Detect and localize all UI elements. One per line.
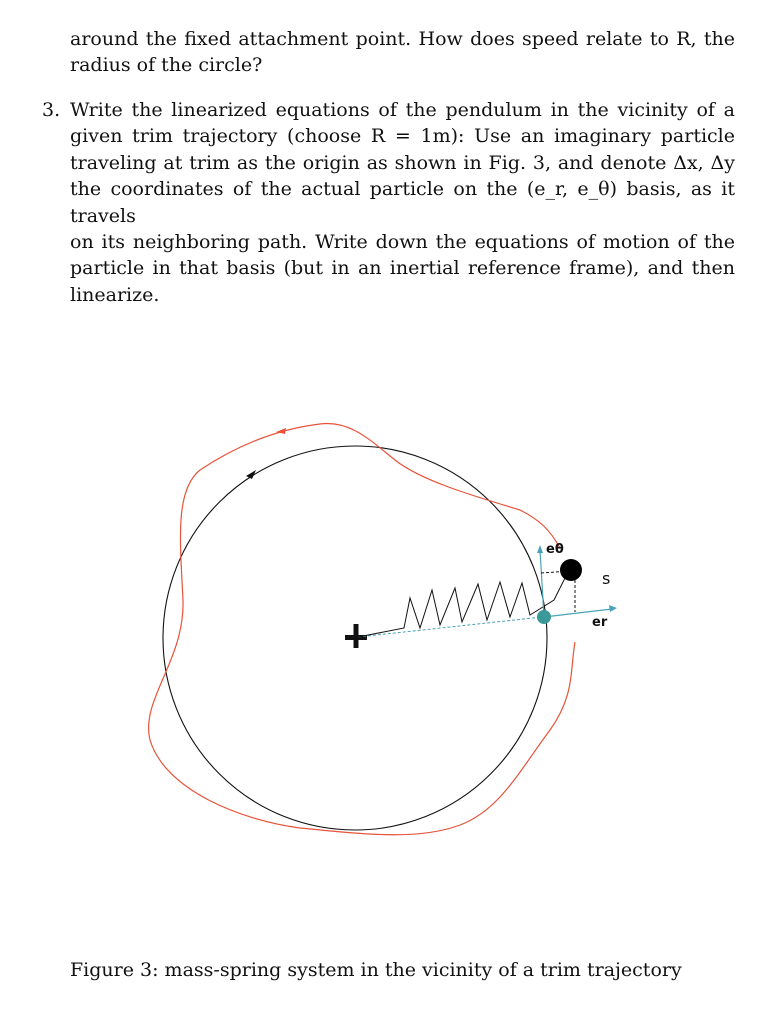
item-3-line-3: traveling at trim as the origin as shown in Fig. 3, and denote Δx, Δy (70, 151, 735, 174)
item-3-line-4: the coordinates of the actual particle on the (e_r, e_θ) basis, as it travels (70, 178, 735, 227)
label-e-theta: eθ (546, 542, 564, 557)
item-3-line-6: particle in that basis (but in an inertial reference frame), and then (70, 257, 735, 280)
label-s: s (602, 569, 611, 588)
intro-paragraph (70, 26, 735, 79)
e-r-arrowhead-icon (609, 605, 617, 612)
radial-dashed-line (358, 617, 542, 637)
spring (358, 572, 568, 637)
item-3-line-7: linearize. (70, 283, 160, 306)
item-number: 3. (42, 99, 61, 121)
intro-line-1: around the fixed attachment point. How does speed relate to R, the (70, 28, 735, 50)
actual-mass (560, 559, 582, 581)
item-3-line-1: Write the linearized equations of the pendulum in the vicinity of a (70, 99, 735, 121)
item-3-paragraph (70, 97, 735, 308)
figure-caption: Figure 3: mass-spring system in the vicinity of a trim trajectory (70, 959, 682, 981)
pivot-vbar (354, 624, 359, 648)
item-3-line-5: on its neighboring path. Write down the equations of motion of the (70, 231, 735, 254)
perturbed-trajectory (149, 423, 575, 834)
e-theta-arrowhead-icon (537, 545, 543, 553)
mass-spring-figure (0, 380, 779, 860)
item-3-line-2: given trim trajectory (choose R = 1m): Use an imaginary particle (70, 125, 735, 148)
trim-particle (537, 610, 551, 624)
label-e-r: er (592, 615, 608, 630)
intro-line-2: radius of the circle? (70, 54, 263, 77)
